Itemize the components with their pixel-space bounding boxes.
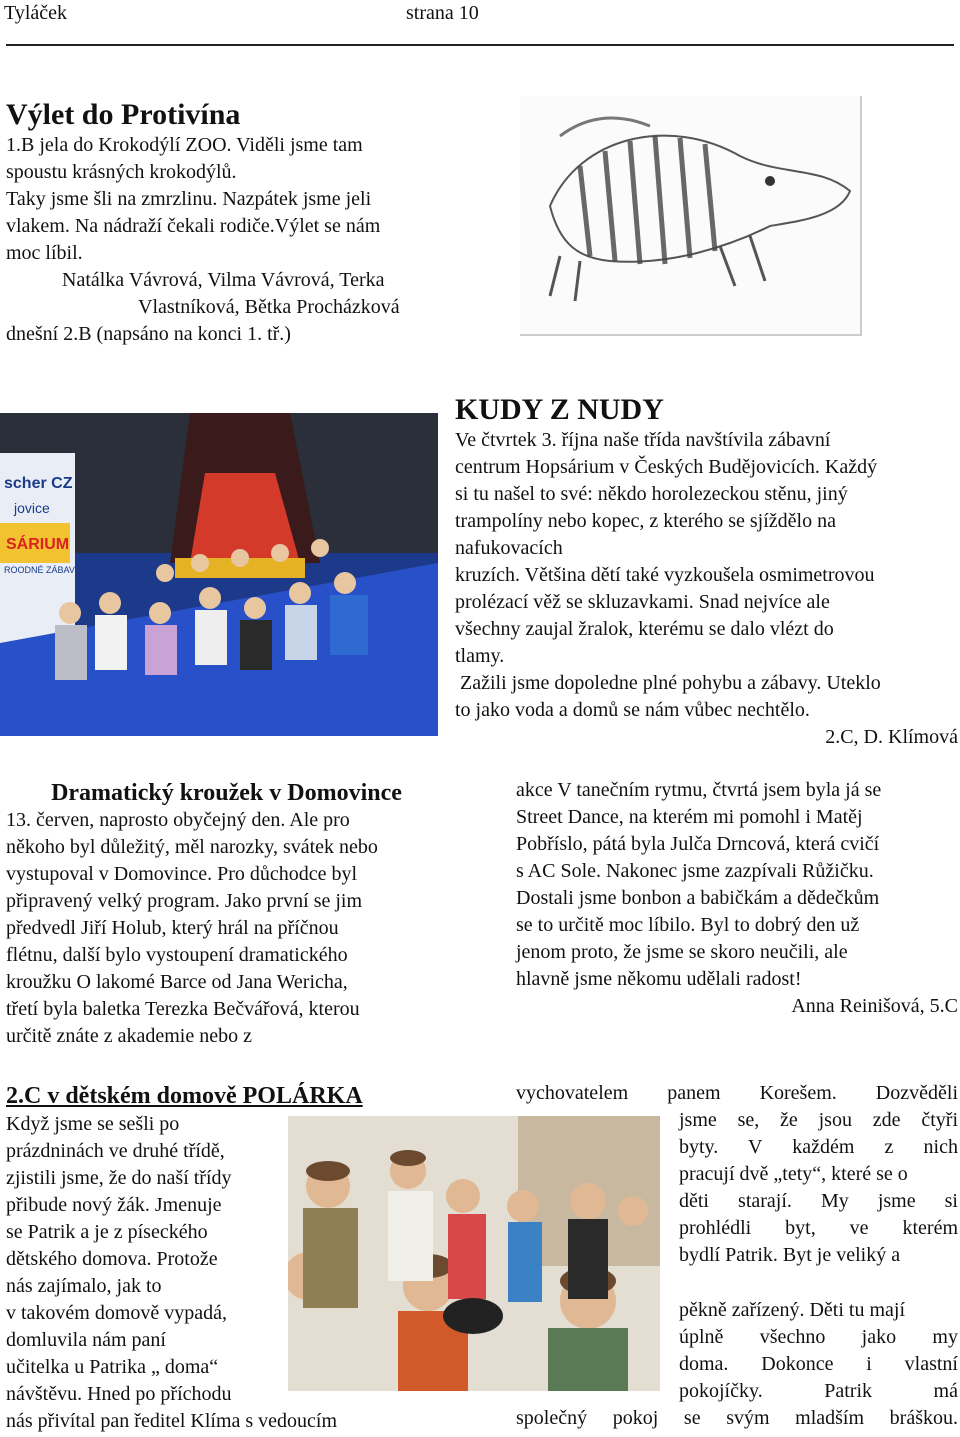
polarka-right-line: úplně všechno jako my — [679, 1326, 958, 1348]
polarka-line: v takovém domově vypadá, — [6, 1302, 228, 1324]
kudy-line: centrum Hopsárium v Českých Budějovicích. Každý — [455, 456, 878, 478]
kudy-line: tlamy. — [455, 645, 505, 667]
polarka-right-line: byty. V každém z nich — [679, 1136, 958, 1158]
polarka-line: nás zajímalo, jak to — [6, 1275, 162, 1297]
kudy-line: prolézací věž se skluzavkami. Snad nejvíce ale — [455, 591, 830, 613]
polarka-right-bottom: společný pokoj se svým mladším bráškou. — [516, 1407, 958, 1429]
drama-title: Dramatický kroužek v Domovince — [51, 780, 402, 806]
polarka-line: domluvila nám paní — [6, 1329, 166, 1351]
trip-line: spoustu krásných krokodýlů. — [6, 161, 237, 183]
drama-cont-line: s AC Sole. Nakonec jsme zazpívali Růžičku. — [516, 860, 874, 882]
polarka-right-column-2 — [679, 1297, 958, 1405]
trip-line: moc líbil. — [6, 242, 83, 264]
kudy-line: všechny zaujal žralok, kterému se dalo vlézt do — [455, 618, 834, 640]
drama-cont-line: Pobříslo, pátá byla Julča Drncová, která cvičí — [516, 833, 880, 855]
drama-signature: Anna Reinišová, 5.C — [791, 995, 958, 1017]
drama-continued — [516, 777, 958, 1020]
drama-line: předvedl Jiří Holub, který hrál na příčnou — [6, 917, 339, 939]
crocodile-drawing — [520, 96, 862, 336]
polarka-line: dětského domova. Protože — [6, 1248, 218, 1270]
polarka-right-line: děti starají. My jsme si — [679, 1190, 958, 1212]
polarka-right-line: jsme se, že jsou zde čtyři — [679, 1109, 958, 1131]
polarka-line: zjistili jsme, že do naší třídy — [6, 1167, 232, 1189]
kudy-line: trampolíny nebo kopec, z kterého se sjíždělo na — [455, 510, 836, 532]
polarka-line: prázdninách ve druhé třídě, — [6, 1140, 225, 1162]
polarka-bottom-line: nás přivítal pan ředitel Klíma s vedoucím — [6, 1410, 338, 1432]
drama-cont-line: hlavně jsme někomu udělali radost! — [516, 968, 802, 990]
polarka-line: Když jsme se sešli po — [6, 1113, 180, 1135]
kudy-signature: 2.C, D. Klímová — [825, 726, 958, 748]
header-rule — [6, 44, 954, 46]
polarka-line: učitelka u Patrika „ doma“ — [6, 1356, 219, 1378]
hopsarium-sign: ROODNÉ ZÁBAVY — [4, 565, 81, 575]
kudy-line: nafukovacích — [455, 537, 563, 559]
kudy-line: Zažili jsme dopoledne plné pohybu a zábavy. Uteklo — [455, 672, 881, 694]
kudy-line: Ve čtvrtek 3. října naše třída navštívila zábavní — [455, 429, 831, 451]
polarka-right-column — [679, 1107, 958, 1269]
drama-cont-line: se to určitě moc líbilo. Byl to dobrý den už — [516, 914, 860, 936]
drama-line: někoho byl důležitý, měl narozky, svátek nebo — [6, 836, 378, 858]
kudy-line: si tu našel to své: někdo horolezeckou stěnu, jiný — [455, 483, 848, 505]
drama-cont-line: akce V tanečním rytmu, čtvrtá jsem byla já se — [516, 779, 882, 801]
trip-article — [6, 98, 452, 348]
drama-line: flétnu, další bylo vystoupení dramatického — [6, 944, 348, 966]
polarka-right-top: vychovatelem panem Korešem. Dozvěděli — [516, 1082, 958, 1104]
trip-authors: dnešní 2.B (napsáno na konci 1. tř.) — [6, 323, 291, 345]
trip-authors: Vlastníková, Bětka Procházková — [138, 296, 400, 318]
kudy-title: KUDY Z NUDY — [455, 393, 664, 426]
polarka-photo — [288, 1116, 660, 1391]
trip-line: vlakem. Na nádraží čekali rodiče.Výlet se nám — [6, 215, 381, 237]
trip-line: 1.B jela do Krokodýlí ZOO. Viděli jsme tam — [6, 134, 363, 156]
trip-line: Taky jsme šli na zmrzlinu. Nazpátek jsme jeli — [6, 188, 372, 210]
hopsarium-photo — [0, 413, 438, 736]
hopsarium-sign: jovice — [14, 500, 50, 516]
page-number: strana 10 — [406, 2, 479, 24]
drama-line: připravený velký program. Jako první se jim — [6, 890, 363, 912]
polarka-title: 2.C v dětském domově POLÁRKA — [6, 1083, 363, 1109]
polarka-right-line: bydlí Patrik. Byt je veliký a — [679, 1244, 901, 1266]
polarka-right-line: prohlédli byt, ve kterém — [679, 1217, 958, 1239]
drama-article — [6, 779, 447, 1050]
drama-line: vystupoval v Domovince. Pro důchodce byl — [6, 863, 358, 885]
drama-cont-line: Street Dance, na kterém mi pomohl i Matěj — [516, 806, 863, 828]
drama-line: třetí byla baletka Terezka Bečvářová, kterou — [6, 998, 360, 1020]
polarka-line: návštěvu. Hned po příchodu — [6, 1383, 232, 1405]
trip-title: Výlet do Protivína — [6, 98, 241, 131]
polarka-line: se Patrik a je z píseckého — [6, 1221, 208, 1243]
polarka-right-line: pěkně zařízený. Děti tu mají — [679, 1299, 906, 1321]
polarka-line: přibude nový žák. Jmenuje — [6, 1194, 222, 1216]
polarka-right-line: doma. Dokonce i vlastní — [679, 1353, 958, 1375]
drama-line: kroužku O lakomé Barce od Jana Wericha, — [6, 971, 348, 993]
hopsarium-sign: scher CZ — [4, 475, 73, 492]
drama-line: určitě znáte z akademie nebo z — [6, 1025, 252, 1047]
hopsarium-sign: SÁRIUM — [6, 536, 70, 553]
polarka-right-line: pracují dvě „tety“, které se o — [679, 1163, 908, 1185]
kudy-line: kruzích. Většina dětí také vyzkoušela osmimetrovou — [455, 564, 875, 586]
polarka-left-column — [6, 1111, 270, 1408]
trip-authors: Natálka Vávrová, Vilma Vávrová, Terka — [62, 269, 385, 291]
magazine-name: Tyláček — [4, 2, 68, 24]
drama-line: 13. červen, naprosto obyčejný den. Ale pro — [6, 809, 350, 831]
drama-cont-line: Dostali jsme bonbon a babičkám a dědečkům — [516, 887, 880, 909]
polarka-right-line: pokojíčky. Patrik má — [679, 1380, 958, 1402]
drama-cont-line: jenom proto, že jsme se skoro neučili, ale — [516, 941, 848, 963]
kudy-line: to jako voda a domů se nám vůbec nechtělo. — [455, 699, 810, 721]
kudy-article — [455, 393, 958, 751]
